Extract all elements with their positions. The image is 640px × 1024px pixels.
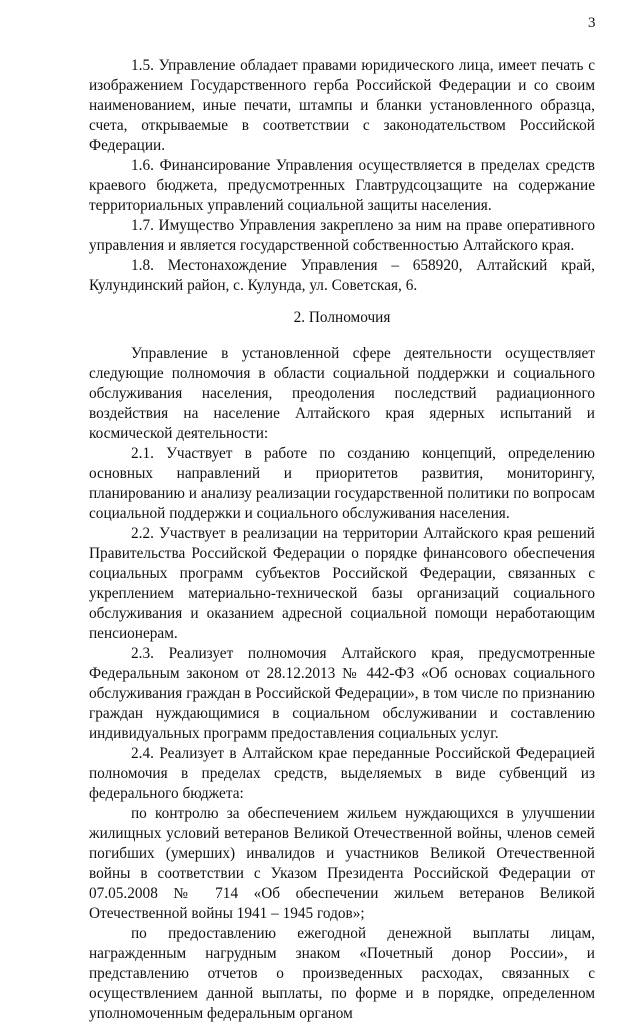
paragraph-2-4-item-housing: по контролю за обеспечением жильем нуждающихся в улучшении жилищных условий ветеранов Великой Отечественной войны, членов семей погибших (умерших) инвалидов и участников Великой Отечественной войны в соответствии с Указом Президента Российской Федерации от 07.05.2008 № 714 «Об обеспечении жильем ветеранов Великой Отечественной войны 1941 – 1945 годов»; (89, 805, 595, 922)
paragraph-2-4: 2.4. Реализует в Алтайском крае переданные Российской Федерацией полномочия в пределах средств, выделяемых в виде субвенций из федерального бюджета: (89, 745, 595, 802)
page-number: 3 (588, 15, 596, 31)
paragraph-section-intro: Управление в установленной сфере деятельности осуществляет следующие полномочия в области социальной поддержки и социального обслуживания населения, преодоления последствий радиационного воздействия на население Алтайского края ядерных испытаний и космической деятельности: (89, 345, 595, 442)
document-body (89, 56, 595, 1024)
paragraph-1-5: 1.5. Управление обладает правами юридического лица, имеет печать с изображением Государственного герба Российской Федерации и со своим наименованием, иные печати, штампы и бланки установленного образца, счета, открываемые в соответствии с законодательством Российской Федерации. (89, 57, 595, 154)
paragraph-1-8: 1.8. Местонахождение Управления – 658920, Алтайский край, Кулундинский район, с. Кулунда, ул. Советская, 6. (89, 257, 595, 294)
paragraph-2-1: 2.1. Участвует в работе по созданию концепций, определению основных направлений и приоритетов развития, мониторингу, планированию и анализу реализации государственной политики по вопросам социальной поддержки и социального обслуживания населения. (89, 445, 595, 522)
paragraph-1-6: 1.6. Финансирование Управления осуществляется в пределах средств краевого бюджета, предусмотренных Главтрудсоцзащите на содержание территориальных управлений социальной защиты населения. (89, 157, 595, 214)
paragraph-2-3: 2.3. Реализует полномочия Алтайского края, предусмотренные Федеральным законом от 28.12.2013 № 442-ФЗ «Об основах социального обслуживания граждан в Российской Федерации», в том числе по признанию граждан нуждающимися в социальном обслуживании и составлению индивидуальных программ предоставления социальных услуг. (89, 645, 595, 742)
paragraph-1-7: 1.7. Имущество Управления закреплено за ним на праве оперативного управления и является государственной собственностью Алтайского края. (89, 217, 595, 254)
section-heading: 2. Полномочия (293, 309, 391, 326)
paragraph-2-4-item-donor: по предоставлению ежегодной денежной выплаты лицам, награжденным нагрудным знаком «Почетный донор России», и представлению отчетов о произведенных расходах, связанных с осуществлением данной выплаты, по форме и в порядке, определенном уполномоченным федеральным органом (89, 925, 595, 1022)
paragraph-2-2: 2.2. Участвует в реализации на территории Алтайского края решений Правительства Российской Федерации о порядке финансового обеспечения социальных программ субъектов Российской Федерации, связанных с укреплением материально-технической базы организаций социального обслуживания и оказанием адресной социальной помощи неработающим пенсионерам. (89, 525, 595, 642)
